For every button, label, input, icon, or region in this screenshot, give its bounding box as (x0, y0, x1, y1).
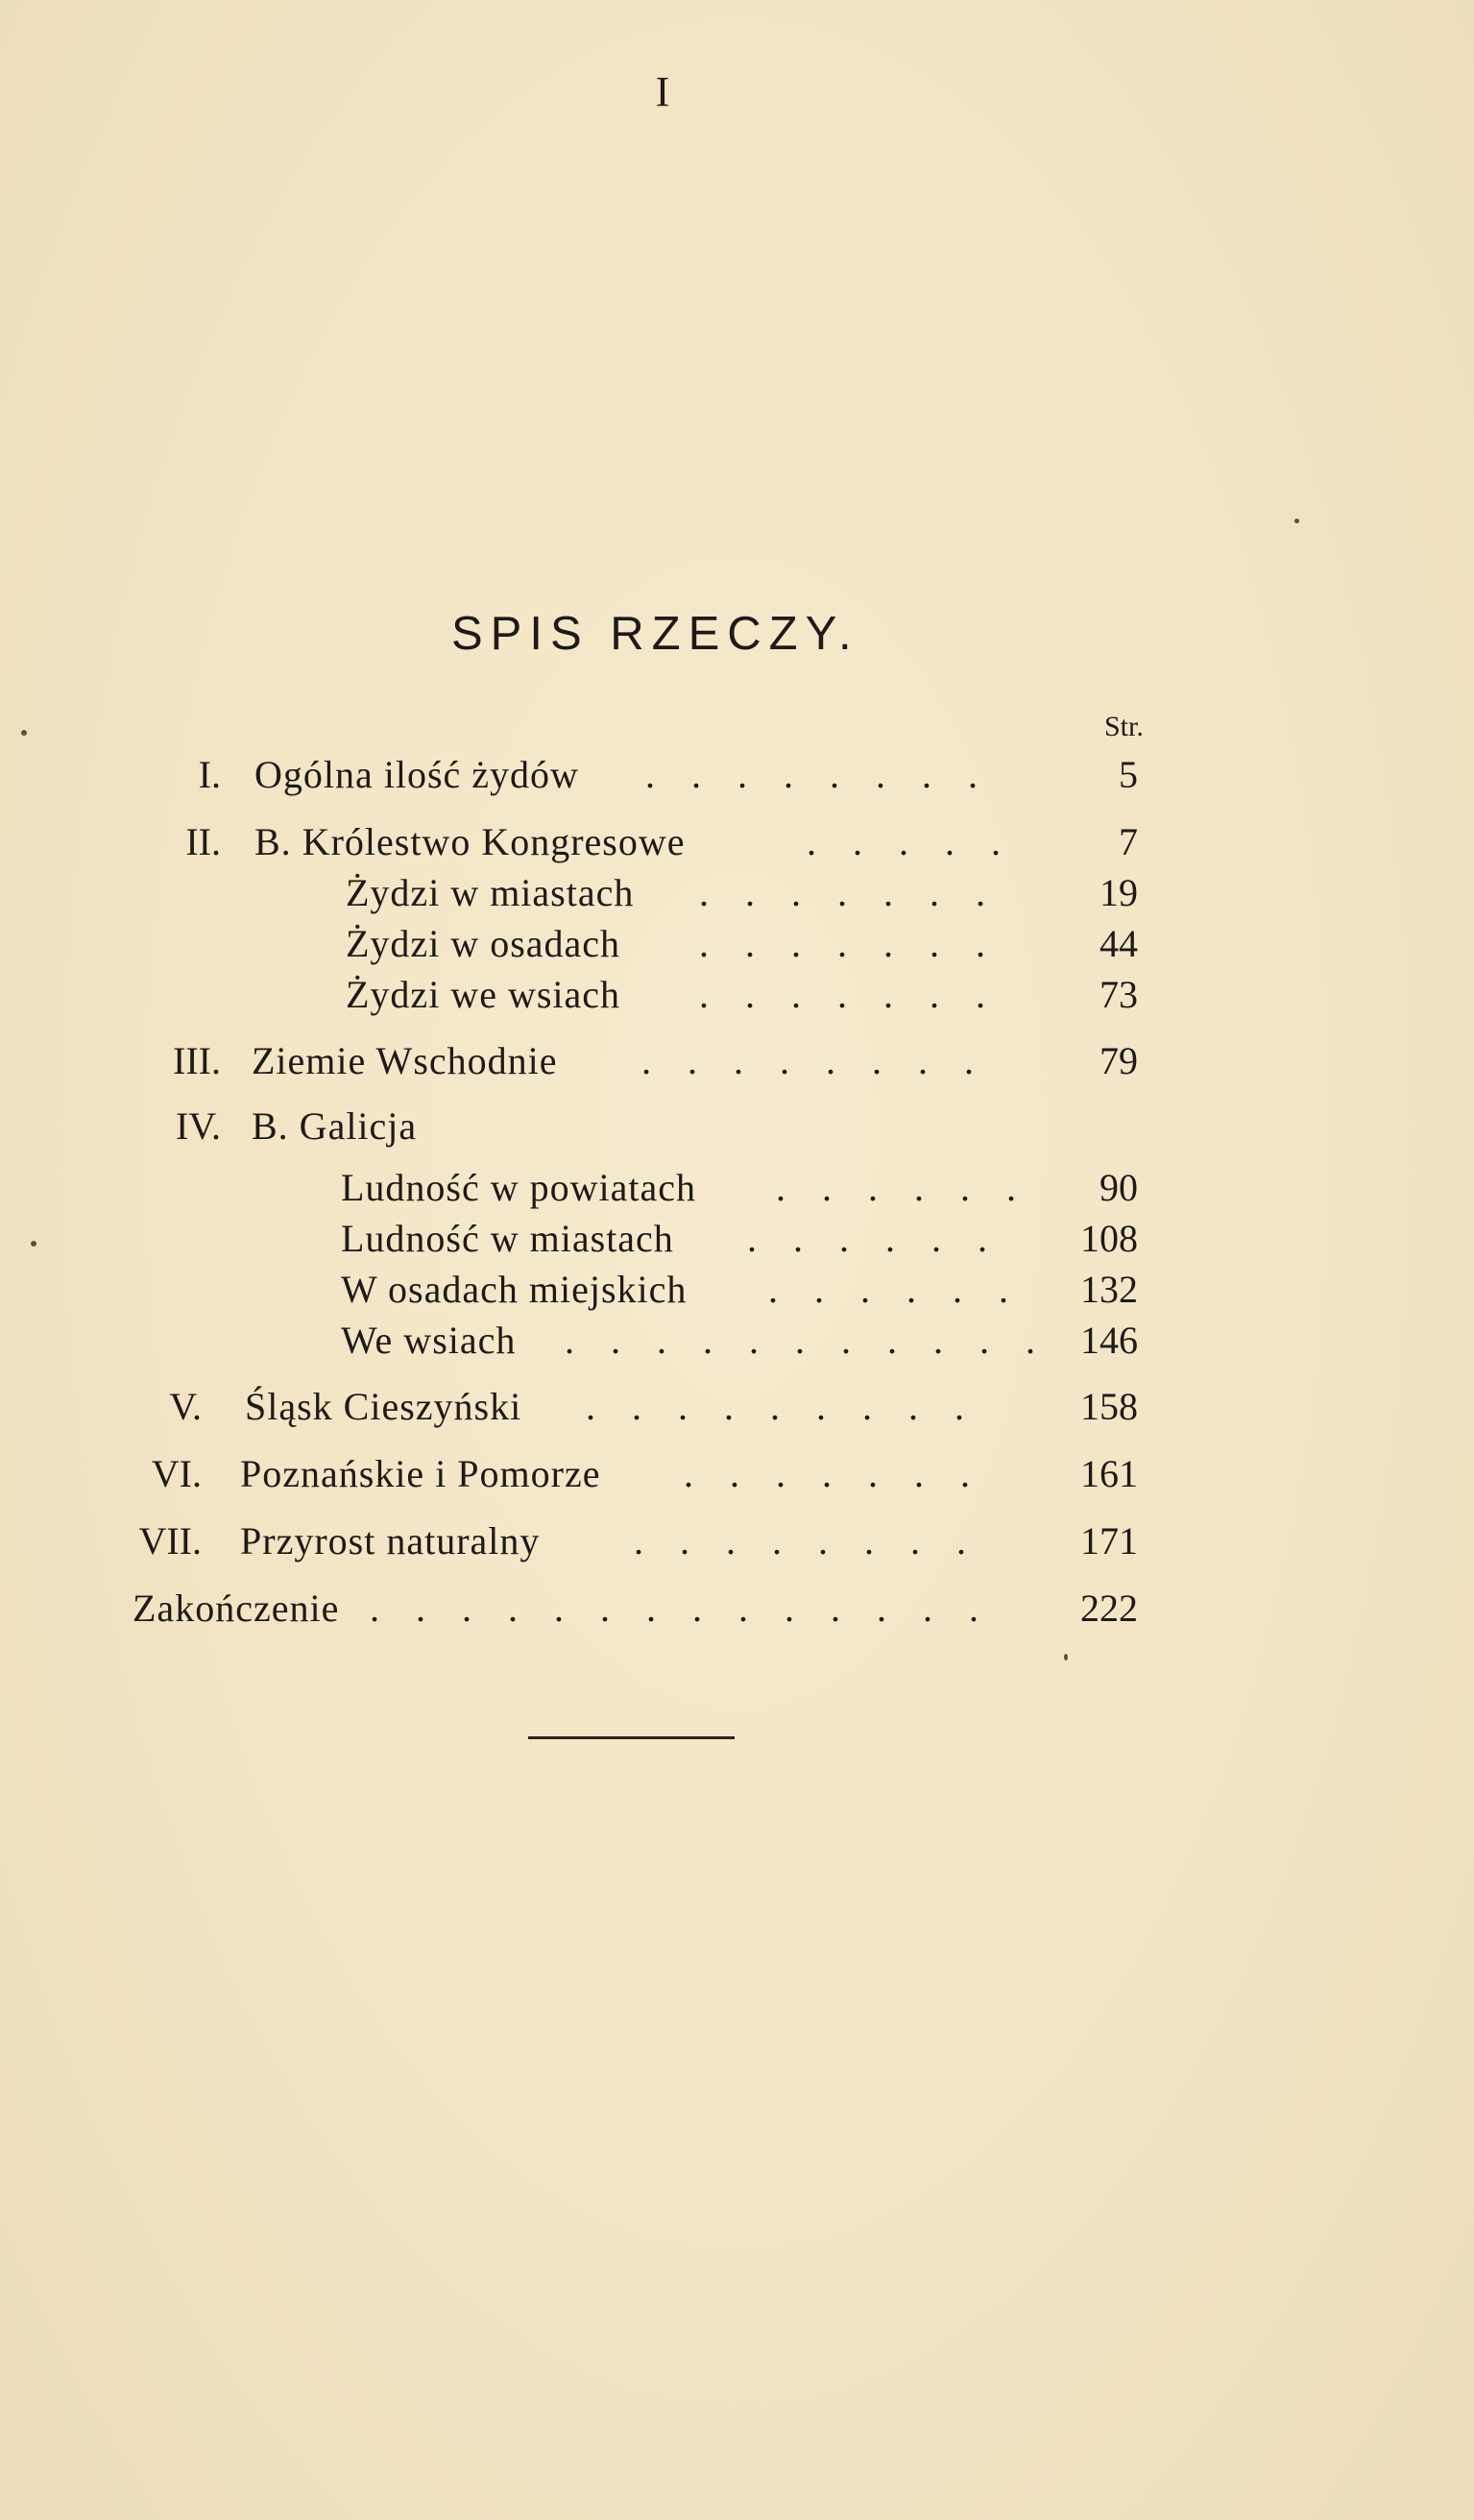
toc-entry-number: VI. (151, 1452, 202, 1495)
paper-speck (31, 1241, 36, 1247)
toc-entry-title: Ludność w powiatach (341, 1166, 697, 1209)
toc-entry-leader: . . . . . (807, 820, 1014, 863)
toc-entry-title: B. Galicja (252, 1104, 418, 1148)
paper-speck (1294, 519, 1299, 523)
toc-entry-page: 90 (1099, 1166, 1138, 1209)
toc-entry-number: II. (185, 820, 221, 863)
toc-entry-title: Śląsk Cieszyński (245, 1385, 522, 1428)
toc-entry-leader: . . . . . . (747, 1217, 1001, 1260)
toc-entry (0, 1450, 1474, 1498)
toc-entry (0, 1266, 1474, 1314)
toc-entry-page: 7 (1119, 820, 1138, 863)
toc-entry-page: 79 (1099, 1039, 1138, 1082)
toc-entry-number: VII. (138, 1519, 202, 1563)
page-number: I (655, 68, 670, 115)
paper-speck (21, 730, 27, 736)
toc-entry-leader: . . . . . . . . (641, 1039, 987, 1082)
toc-entry-leader: . . . . . . (768, 1268, 1022, 1311)
toc-entry-page: 158 (1080, 1385, 1138, 1428)
page-column-label: Str. (1104, 711, 1144, 742)
toc-entry-page: 108 (1080, 1217, 1138, 1260)
toc-entry-page: 161 (1080, 1452, 1138, 1495)
toc-entry-number: V. (169, 1385, 202, 1428)
toc-entry (0, 920, 1474, 968)
toc-entry-page: 146 (1080, 1319, 1138, 1362)
toc-entry-leader: . . . . . . . . (645, 753, 991, 796)
toc-entry-leader: . . . . . . . (699, 922, 999, 965)
toc-entry (0, 1517, 1474, 1565)
toc-entry-page: 222 (1080, 1587, 1138, 1630)
toc-entry-page: 5 (1119, 753, 1138, 796)
toc-entry-title: Poznańskie i Pomorze (240, 1452, 601, 1495)
toc-entry-page: 171 (1080, 1519, 1138, 1563)
closing-rule (528, 1736, 735, 1739)
toc-entry-leader: . . . . . . . . . . . (565, 1319, 1049, 1362)
toc-entry (0, 751, 1474, 799)
toc-entry-leader: . . . . . . . . . . . . . . (370, 1587, 992, 1630)
toc-entry-page: 73 (1099, 973, 1138, 1016)
toc-entry-title: Żydzi w miastach (346, 871, 635, 914)
paper-speck (1064, 1654, 1068, 1660)
toc-entry-title: B. Królestwo Kongresowe (254, 820, 686, 863)
toc-entry-title: Żydzi w osadach (346, 922, 621, 965)
toc-entry-leader: . . . . . . . . . (586, 1385, 978, 1428)
toc-entry-page: 44 (1099, 922, 1138, 965)
toc-entry-leader: . . . . . . . . (634, 1519, 979, 1563)
toc-entry-page: 19 (1099, 871, 1138, 914)
toc-entry (0, 1037, 1474, 1085)
toc-entry (0, 869, 1474, 917)
toc-entry (0, 1164, 1474, 1212)
toc-entry-number: III. (173, 1039, 221, 1082)
toc-entry-title: Żydzi we wsiach (346, 973, 621, 1016)
toc-entry-leader: . . . . . . (776, 1166, 1029, 1209)
toc-entry (0, 971, 1474, 1019)
toc-entry-number: I. (198, 753, 221, 796)
toc-entry-leader: . . . . . . . (699, 973, 999, 1016)
toc-entry (0, 1215, 1474, 1263)
toc-entry (0, 1585, 1474, 1633)
toc-entry (0, 818, 1474, 866)
page-title: SPIS RZECZY. (451, 608, 859, 660)
toc-entry-title: W osadach miejskich (341, 1268, 688, 1311)
toc-entry (0, 1383, 1474, 1431)
toc-entry (0, 1102, 1474, 1151)
toc-entry-title: Zakończenie (133, 1587, 340, 1630)
toc-entry-title: Przyrost naturalny (240, 1519, 541, 1563)
toc-entry-leader: . . . . . . . (699, 871, 999, 914)
toc-entry-title: Ogólna ilość żydów (254, 753, 579, 796)
toc-entry-title: Ludność w miastach (341, 1217, 674, 1260)
toc-entry-page: 132 (1080, 1268, 1138, 1311)
toc-entry-leader: . . . . . . . (684, 1452, 983, 1495)
toc-entry (0, 1317, 1474, 1365)
toc-entry-number: IV. (175, 1104, 221, 1148)
toc-entry-title: We wsiach (341, 1319, 517, 1362)
toc-entry-title: Ziemie Wschodnie (252, 1039, 558, 1082)
